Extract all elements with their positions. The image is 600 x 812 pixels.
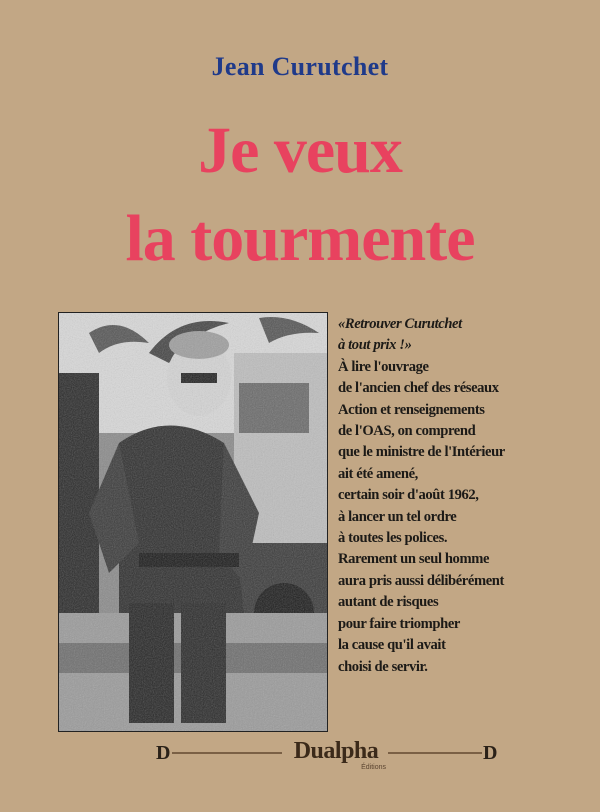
blurb-line: ait été amené, [338,465,418,482]
author-name: Jean Curutchet [211,52,389,81]
cover-photo [58,312,328,732]
blurb-line: de l'OAS, on comprend [338,423,476,440]
footer-mark-left: D [156,742,171,764]
blurb-quote-line-2: à tout prix !» [338,337,412,354]
blurb-quote-line-1: «Retrouver Curutchet [338,316,462,332]
book-title-line-2: la tourmente [125,202,475,275]
publisher-logo: Dualpha [293,738,379,764]
blurb-line: certain soir d'août 1962, [338,487,479,504]
blurb-line: Action et renseignements [338,401,485,418]
blurb-line: que le ministre de l'Intérieur [338,444,505,461]
blurb-line: la cause qu'il avait [338,637,446,654]
publisher-subtitle: Éditions [361,764,386,771]
blurb-line: à toutes les polices. [338,530,448,547]
back-cover-blurb [338,314,588,678]
blurb-line: à lancer un tel ordre [338,508,457,525]
blurb-line: pour faire triompher [338,615,460,632]
footer-rule-left [172,752,282,754]
blurb-line: Rarement un seul homme [338,551,490,568]
blurb-line: À lire l'ouvrage [338,358,429,375]
blurb-line: autant de risques [338,594,439,611]
footer-rule-right [388,752,482,754]
blurb-line: aura pris aussi délibérément [338,572,504,589]
footer-mark-right: D [483,742,498,764]
blurb-line: de l'ancien chef des réseaux [338,380,499,397]
blurb-line: choisi de servir. [338,658,428,675]
book-title-line-1: Je veux [198,114,402,187]
